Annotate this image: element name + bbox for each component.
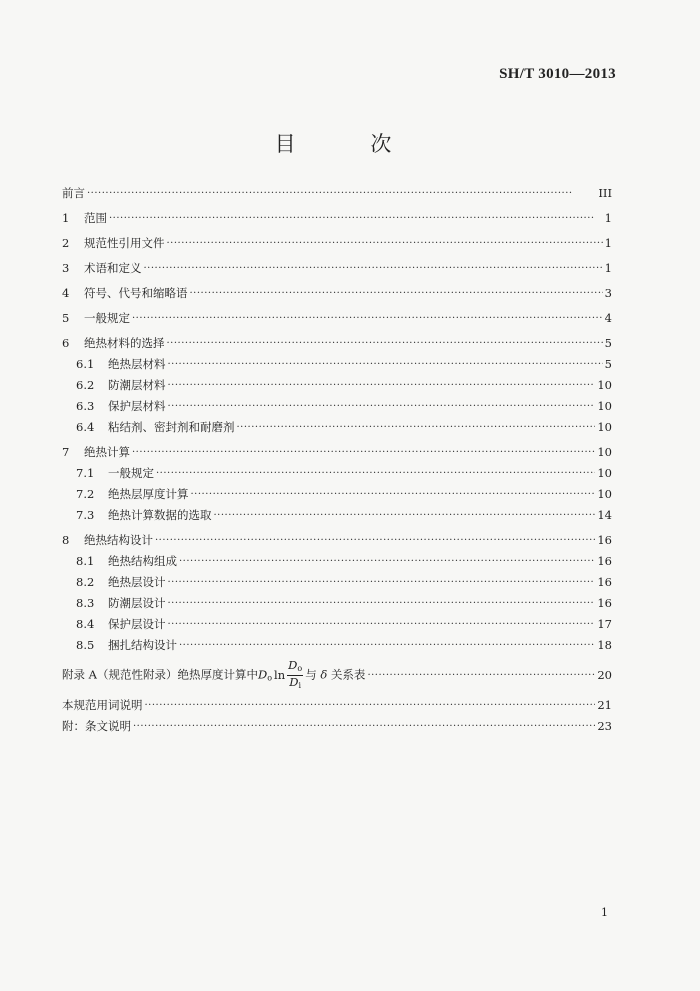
toc-entry-page: 1: [604, 261, 612, 275]
leader-dots: [190, 286, 603, 301]
toc-entry-page: 16: [597, 575, 612, 589]
leader-dots: [144, 261, 603, 276]
toc-entry-number: 6: [62, 336, 70, 350]
toc-entry-page: 10: [597, 420, 612, 434]
toc-entry[interactable]: [62, 575, 612, 590]
leader-dots: [168, 575, 596, 590]
toc-entry-title: 绝热层材料: [108, 357, 166, 371]
toc-entry-explanation[interactable]: [62, 719, 612, 734]
toc-entry-label: [76, 357, 166, 372]
toc-entry-page: 5: [604, 357, 612, 371]
page-title: 目 次: [274, 132, 426, 156]
toc-entry-page: 20: [597, 668, 612, 682]
leader-dots: [179, 554, 595, 569]
toc-entry-page: 10: [597, 399, 612, 413]
leader-dots: [168, 357, 603, 372]
toc-entry-label: [76, 617, 166, 632]
toc-entry-label: [62, 211, 107, 226]
toc-entry-page: 5: [604, 336, 612, 350]
toc-entry[interactable]: [62, 508, 612, 523]
toc-entry-page: 17: [597, 617, 612, 631]
toc-entry[interactable]: [62, 533, 612, 548]
leader-dots: [145, 698, 596, 713]
leader-dots: [237, 420, 596, 435]
toc-entry-label: [76, 508, 212, 523]
toc-entry-page: III: [598, 186, 612, 200]
toc-entry-page: 14: [597, 508, 612, 522]
toc-entry-number: 4: [62, 286, 70, 300]
leader-dots: [156, 466, 595, 481]
table-of-contents: [62, 186, 612, 734]
standard-code: SH/T 3010—2013: [499, 66, 616, 82]
toc-entry-label: [62, 445, 130, 460]
toc-entry-label: [62, 533, 153, 548]
toc-entry[interactable]: [62, 211, 612, 226]
toc-entry[interactable]: [62, 261, 612, 276]
toc-entry-number: 8.1: [76, 554, 95, 568]
toc-entry-number: 6.4: [76, 420, 95, 434]
toc-entry[interactable]: [62, 638, 612, 653]
toc-entry-title: 前言: [62, 186, 85, 200]
toc-entry-title: 术语和定义: [84, 261, 142, 275]
toc-entry-label: [76, 487, 189, 502]
toc-entry[interactable]: [62, 466, 612, 481]
toc-entry-number: 6.3: [76, 399, 95, 413]
toc-entry-title: 绝热计算: [84, 445, 130, 459]
toc-entry-page: 16: [597, 533, 612, 547]
toc-entry-label: [76, 378, 166, 393]
toc-entry-title: 绝热计算数据的选取: [108, 508, 212, 522]
toc-entry[interactable]: [62, 186, 612, 201]
toc-entry-title: 保护层材料: [108, 399, 166, 413]
toc-entry-title: 防潮层材料: [108, 378, 166, 392]
toc-entry-page: 16: [597, 554, 612, 568]
toc-entry-label: [76, 554, 177, 569]
toc-entry-label: [62, 286, 188, 301]
toc-entry-number: 7.3: [76, 508, 95, 522]
toc-entry-label: [62, 236, 165, 251]
toc-entry-number: 2: [62, 236, 70, 250]
toc-entry-label: 附录 A（规范性附录）绝热厚度计算中$D_o$ ln $\frac{D_o}{D_i}$ 与 δ 关系表: [62, 658, 366, 690]
toc-entry-title: 防潮层设计: [108, 596, 166, 610]
toc-entry-title: 捆扎结构设计: [108, 638, 177, 652]
toc-entry-label: [76, 420, 235, 435]
toc-entry[interactable]: [62, 420, 612, 435]
toc-entry[interactable]: [62, 445, 612, 460]
leader-dots: [132, 445, 595, 460]
toc-entry-title: 绝热结构组成: [108, 554, 177, 568]
leader-dots: [155, 533, 595, 548]
toc-entry-number: 8.4: [76, 617, 95, 631]
leader-dots: [168, 378, 596, 393]
toc-entry-title: 一般规定: [108, 466, 154, 480]
toc-entry-page: 16: [597, 596, 612, 610]
leader-dots: [179, 638, 595, 653]
toc-entry[interactable]: [62, 596, 612, 611]
toc-entry-label: [76, 638, 177, 653]
toc-entry-label: [62, 186, 85, 201]
toc-entry-number: 7.2: [76, 487, 95, 501]
toc-entry-appendix-a[interactable]: [62, 659, 612, 692]
toc-entry-label: [62, 336, 165, 351]
toc-entry-page: 18: [597, 638, 612, 652]
leader-dots: [168, 596, 596, 611]
toc-entry[interactable]: [62, 336, 612, 351]
toc-entry-number: 8.2: [76, 575, 95, 589]
toc-entry-number: 8.5: [76, 638, 95, 652]
leader-dots: [87, 186, 596, 201]
toc-entry-page: 10: [597, 445, 612, 459]
leader-dots: [133, 719, 595, 734]
toc-entry[interactable]: [62, 357, 612, 372]
leader-dots: [191, 487, 596, 502]
toc-entry-number: 8.3: [76, 596, 95, 610]
toc-entry-title: 一般规定: [84, 311, 130, 325]
toc-entry-number: 7.1: [76, 466, 95, 480]
toc-entry[interactable]: [62, 378, 612, 393]
toc-entry[interactable]: [62, 487, 612, 502]
toc-entry-page: 4: [604, 311, 612, 325]
toc-entry-number: 6.1: [76, 357, 95, 371]
toc-entry-page: 21: [597, 698, 612, 712]
toc-entry-title: 符号、代号和缩略语: [84, 286, 188, 300]
toc-entry-title: 粘结剂、密封剂和耐磨剂: [108, 420, 235, 434]
toc-entry-label: [76, 596, 166, 611]
leader-dots: [109, 211, 603, 226]
toc-entry[interactable]: [62, 554, 612, 569]
toc-entry-number: 8: [62, 533, 70, 547]
leader-dots: [214, 508, 596, 523]
toc-entry-page: 10: [597, 466, 612, 480]
toc-entry-title: 绝热结构设计: [84, 533, 153, 547]
toc-entry-title: 绝热材料的选择: [84, 336, 165, 350]
leader-dots: [132, 311, 603, 326]
leader-dots: [367, 668, 595, 683]
toc-entry-number: 3: [62, 261, 70, 275]
toc-entry[interactable]: [62, 236, 612, 251]
toc-entry-label: [76, 575, 166, 590]
toc-entry-label: 附：条文说明: [62, 719, 131, 733]
toc-entry-label: [76, 399, 166, 414]
toc-entry-label: [62, 261, 142, 276]
toc-entry[interactable]: [62, 617, 612, 632]
toc-entry-title: 范围: [84, 211, 107, 225]
toc-entry-usage-notes[interactable]: [62, 698, 612, 713]
leader-dots: [168, 399, 596, 414]
toc-entry-page: 23: [597, 719, 612, 733]
toc-entry-title: 规范性引用文件: [84, 236, 165, 250]
toc-entry[interactable]: [62, 311, 612, 326]
toc-entry-title: 绝热层设计: [108, 575, 166, 589]
page-number: 1: [601, 906, 608, 919]
toc-entry-title: 绝热层厚度计算: [108, 487, 189, 501]
toc-entry-page: 3: [604, 286, 612, 300]
toc-entry[interactable]: [62, 286, 612, 301]
toc-entry-page: 10: [597, 378, 612, 392]
toc-entry-page: 1: [604, 236, 612, 250]
toc-entry-label: 本规范用词说明: [62, 698, 143, 712]
toc-entry-title: 保护层设计: [108, 617, 166, 631]
toc-entry-page: 10: [597, 487, 612, 501]
toc-entry-number: 6.2: [76, 378, 95, 392]
leader-dots: [168, 617, 596, 632]
leader-dots: [167, 236, 603, 251]
toc-entry[interactable]: [62, 399, 612, 414]
toc-entry-number: 1: [62, 211, 70, 225]
leader-dots: [167, 336, 603, 351]
toc-entry-label: [76, 466, 154, 481]
toc-entry-label: [62, 311, 130, 326]
toc-entry-number: 5: [62, 311, 70, 325]
toc-entry-number: 7: [62, 445, 70, 459]
fraction: $\frac{D_o}{D_i}$: [288, 658, 303, 690]
toc-entry-page: 1: [604, 211, 612, 225]
